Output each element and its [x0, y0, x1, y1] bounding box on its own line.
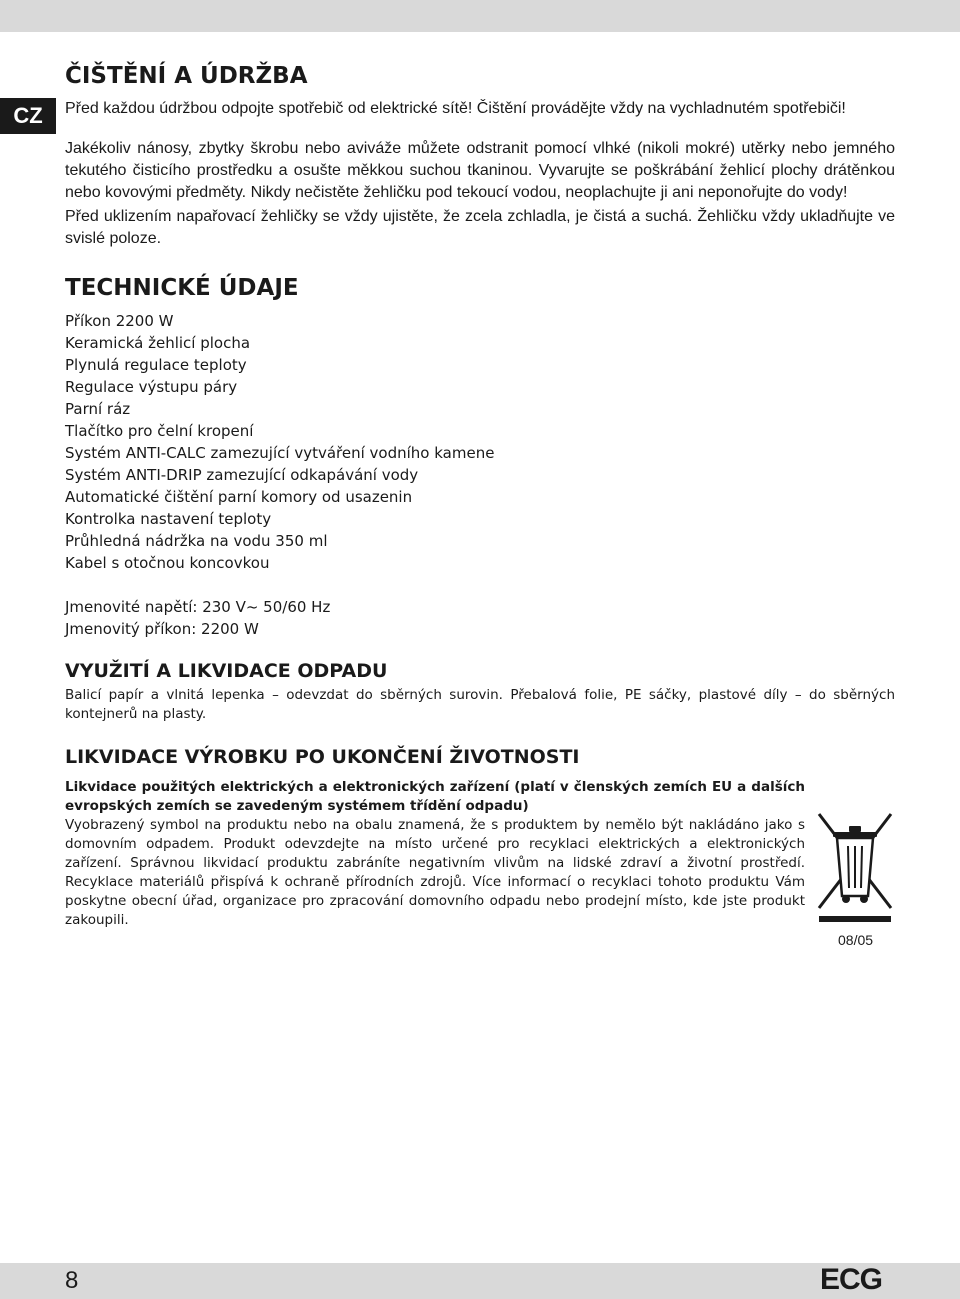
- disposal-bold-text: Likvidace použitých elektrických a elektronických zařízení (platí v členských zemích EU a dalších evropských zemích se zavedeným systémem třídění odpadu): [65, 779, 805, 814]
- waste-heading: VYUŽITÍ A LIKVIDACE ODPADU: [65, 660, 388, 682]
- ratings: [65, 596, 895, 640]
- waste-section: [65, 658, 895, 724]
- page-number: 8: [65, 1267, 79, 1294]
- technical-item: Systém ANTI-DRIP zamezující odkapávání vody: [65, 466, 419, 484]
- technical-item: Tlačítko pro čelní kropení: [65, 422, 254, 440]
- technical-item: Keramická žehlicí plocha: [65, 334, 251, 352]
- rated-power: Jmenovitý příkon: 2200 W: [65, 620, 259, 638]
- weee-bin-icon: [815, 808, 895, 926]
- cleaning-paragraph-3: Před uklizením napařovací žehličky se vždy ujistěte, že zcela zchladla, je čistá a suchá. Žehličku vždy ukladňujte ve svislé poloze.: [65, 208, 895, 247]
- technical-item: Průhledná nádržka na vodu 350 ml: [65, 532, 328, 550]
- language-tab: CZ: [0, 98, 56, 134]
- cleaning-section: [65, 60, 895, 250]
- cleaning-heading: ČIŠTĚNÍ A ÚDRŽBA: [65, 63, 308, 89]
- page-content: [65, 60, 895, 930]
- waste-text: Balicí papír a vlnitá lepenka – odevzdat do sběrných surovin. Přebalová folie, PE sáčky, plastové díly – do sběrných kontejnerů na plasty.: [65, 687, 895, 722]
- technical-item: Systém ANTI-CALC zamezující vytváření vodního kamene: [65, 444, 495, 462]
- date-code: 08/05: [838, 932, 874, 948]
- disposal-text: Vyobrazený symbol na produktu nebo na obalu znamená, že s produktem by nemělo být nakládáno jako s domovním odpadem. Produkt odevzdejte na místo určené pro recyklaci elektrických a elektronických zařízení. Správnou likvidací produktu zabráníte negativním vlivům na lidské zdraví a životní prostředí. Recyklace materiálů přispívá k ochraně přírodních zdrojů. Více informací o recyklaci tohoto produktu Vám poskytne obecní úřad, organizace pro zpracování domovního odpadu nebo prodejní místo, kde jste produkt zakoupili.: [65, 817, 805, 928]
- technical-item: Kabel s otočnou koncovkou: [65, 554, 270, 572]
- technical-item: Kontrolka nastavení teploty: [65, 510, 272, 528]
- technical-list: [65, 310, 895, 574]
- disposal-heading: LIKVIDACE VÝROBKU PO UKONČENÍ ŽIVOTNOSTI: [65, 746, 580, 768]
- footer-bar: [0, 1263, 960, 1299]
- technical-item: Plynulá regulace teploty: [65, 356, 247, 374]
- disposal-section: [65, 744, 895, 930]
- cleaning-paragraph-2: Jakékoliv nánosy, zbytky škrobu nebo aviváže můžete odstranit pomocí vlhké (nikoli mokré) utěrky nebo jemného tekutého čisticího prostředku a osušte měkkou suchou tkaninou. Vyvarujte se poškrábání žehlicí plochy drátěnkou nebo kovovými předměty. Nikdy nečistěte žehličku pod tekoucí vodou, neoplachujte ji ani neponořujte do vody!: [65, 140, 895, 201]
- rated-voltage: Jmenovité napětí: 230 V~ 50/60 Hz: [65, 598, 331, 616]
- technical-section: [65, 272, 895, 640]
- technical-item: Příkon 2200 W: [65, 312, 174, 330]
- cleaning-paragraph-1: Před každou údržbou odpojte spotřebič od elektrické sítě! Čištění provádějte vždy na vychladnutém spotřebiči!: [65, 100, 846, 117]
- technical-item: Automatické čištění parní komory od usazenin: [65, 488, 413, 506]
- technical-item: Parní ráz: [65, 400, 131, 418]
- technical-item: Regulace výstupu páry: [65, 378, 238, 396]
- brand-logo: ECG: [819, 1263, 882, 1296]
- top-bar: [0, 0, 960, 32]
- technical-heading: TECHNICKÉ ÚDAJE: [65, 275, 299, 301]
